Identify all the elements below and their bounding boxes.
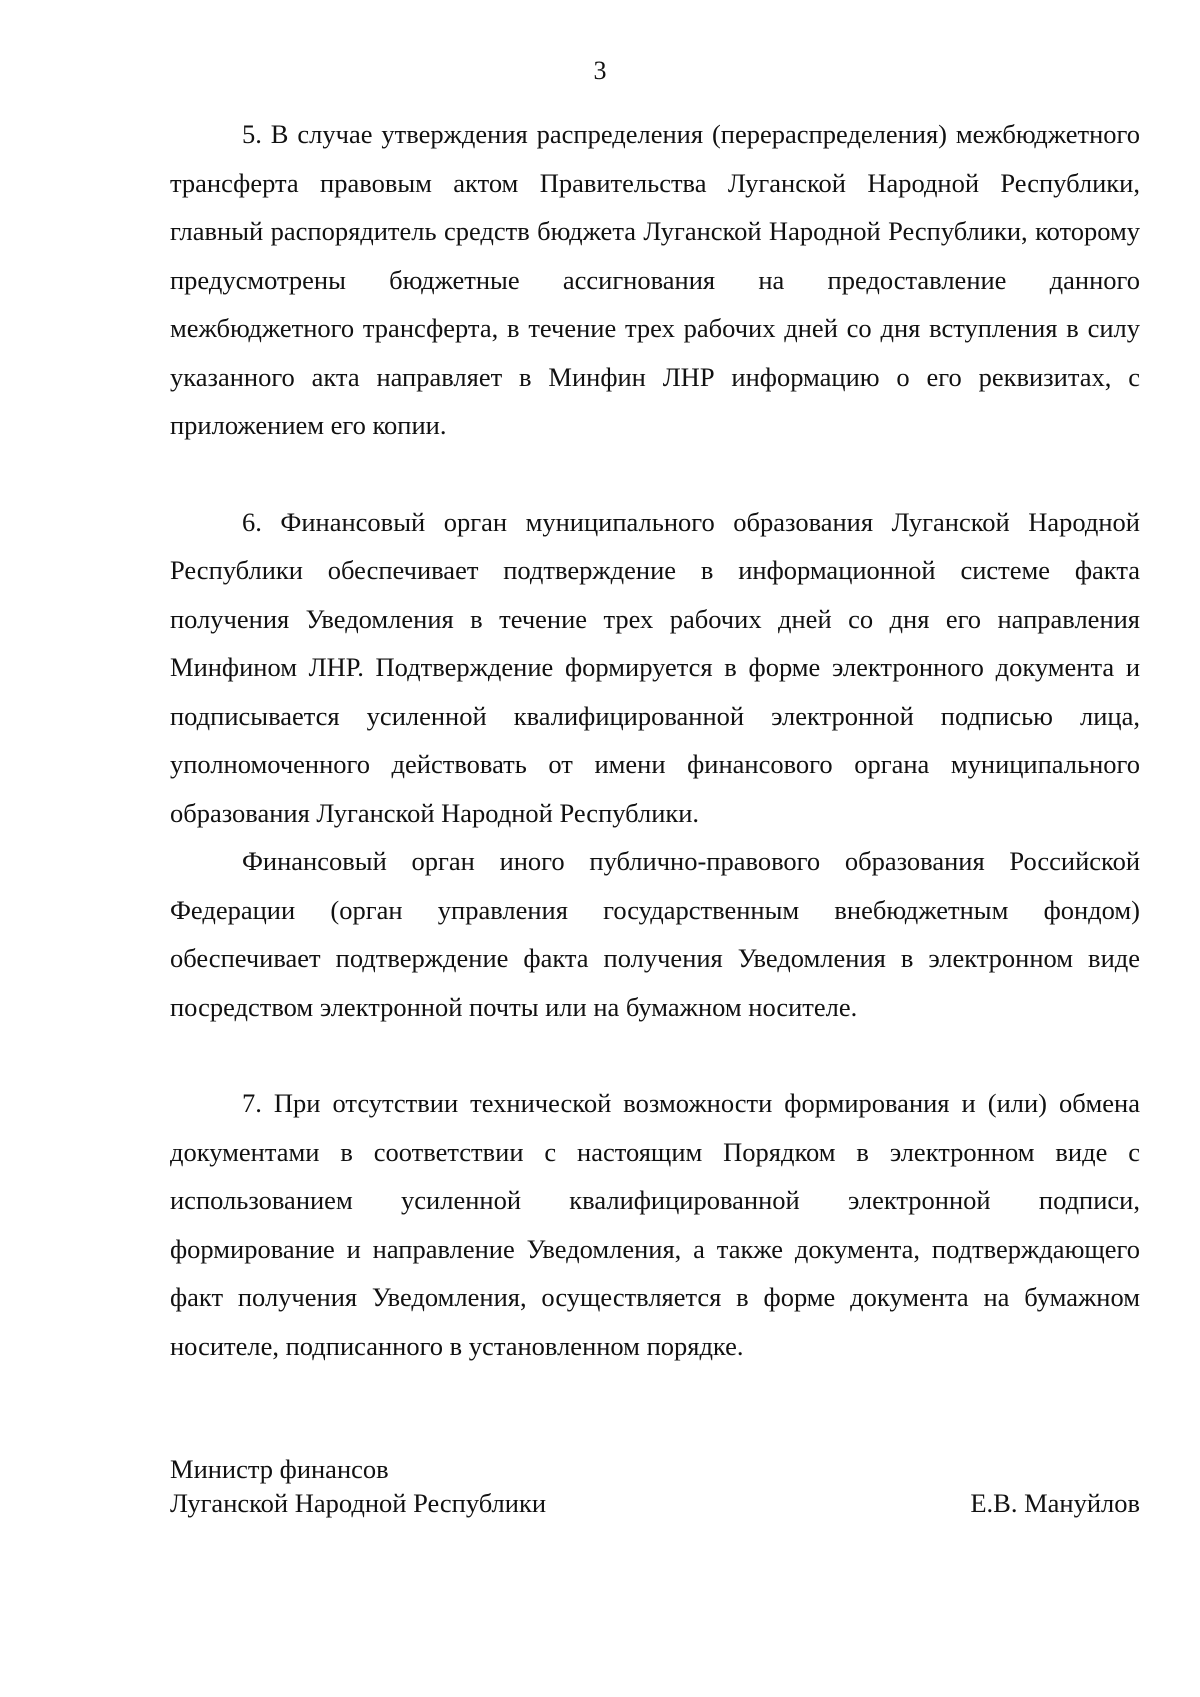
paragraph-spacer [170, 450, 1140, 498]
paragraph-5: 5. В случае утверждения распределения (перераспределения) межбюджетного трансферта правовым актом Правительства Луганской Народной Республики, главный распорядитель средств бюджета Луганской Народной Республики, которому предусмотрены бюджетные ассигнования на предоставление данного межбюджетного трансферта, в течение трех рабочих дней со дня вступления в силу указанного акта направляет в Минфин ЛНР информацию о его реквизитах, с приложением его копии. [170, 119, 1140, 440]
signatory-title-line-1: Министр финансов [170, 1454, 389, 1484]
page-number: 3 [593, 56, 607, 85]
signature-block [170, 1452, 1140, 1520]
paragraph-6-continuation: Финансовый орган иного публично-правового образования Российской Федерации (орган управления государственным внебюджетным фондом) обеспечивает подтверждение факта получения Уведомления в электронном виде посредством электронной почты или на бумажном носителе. [170, 846, 1140, 1022]
document-body [170, 110, 1140, 1370]
paragraph-spacer [170, 1031, 1140, 1079]
paragraph-6: 6. Финансовый орган муниципального образования Луганской Народной Республики обеспечивает подтверждение в информационной системе факта получения Уведомления в течение трех рабочих дней со дня его направления Минфином ЛНР. Подтверждение формируется в форме электронного документа и подписывается усиленной квалифицированной электронной подписью лица, уполномоченного действовать от имени финансового органа муниципального образования Луганской Народной Республики. [170, 506, 1140, 828]
paragraph-7: 7. При отсутствии технической возможности формирования и (или) обмена документами в соответствии с настоящим Порядком в электронном виде с использованием усиленной квалифицированной электронной подписи, формирование и направление Уведомления, а также документа, подтверждающего факт получения Уведомления, осуществляется в форме документа на бумажном носителе, подписанного в установленном порядке. [170, 1088, 1140, 1361]
signatory-name: Е.В. Мануйлов [970, 1488, 1140, 1518]
signatory-title-line-2: Луганской Народной Республики [170, 1488, 547, 1518]
